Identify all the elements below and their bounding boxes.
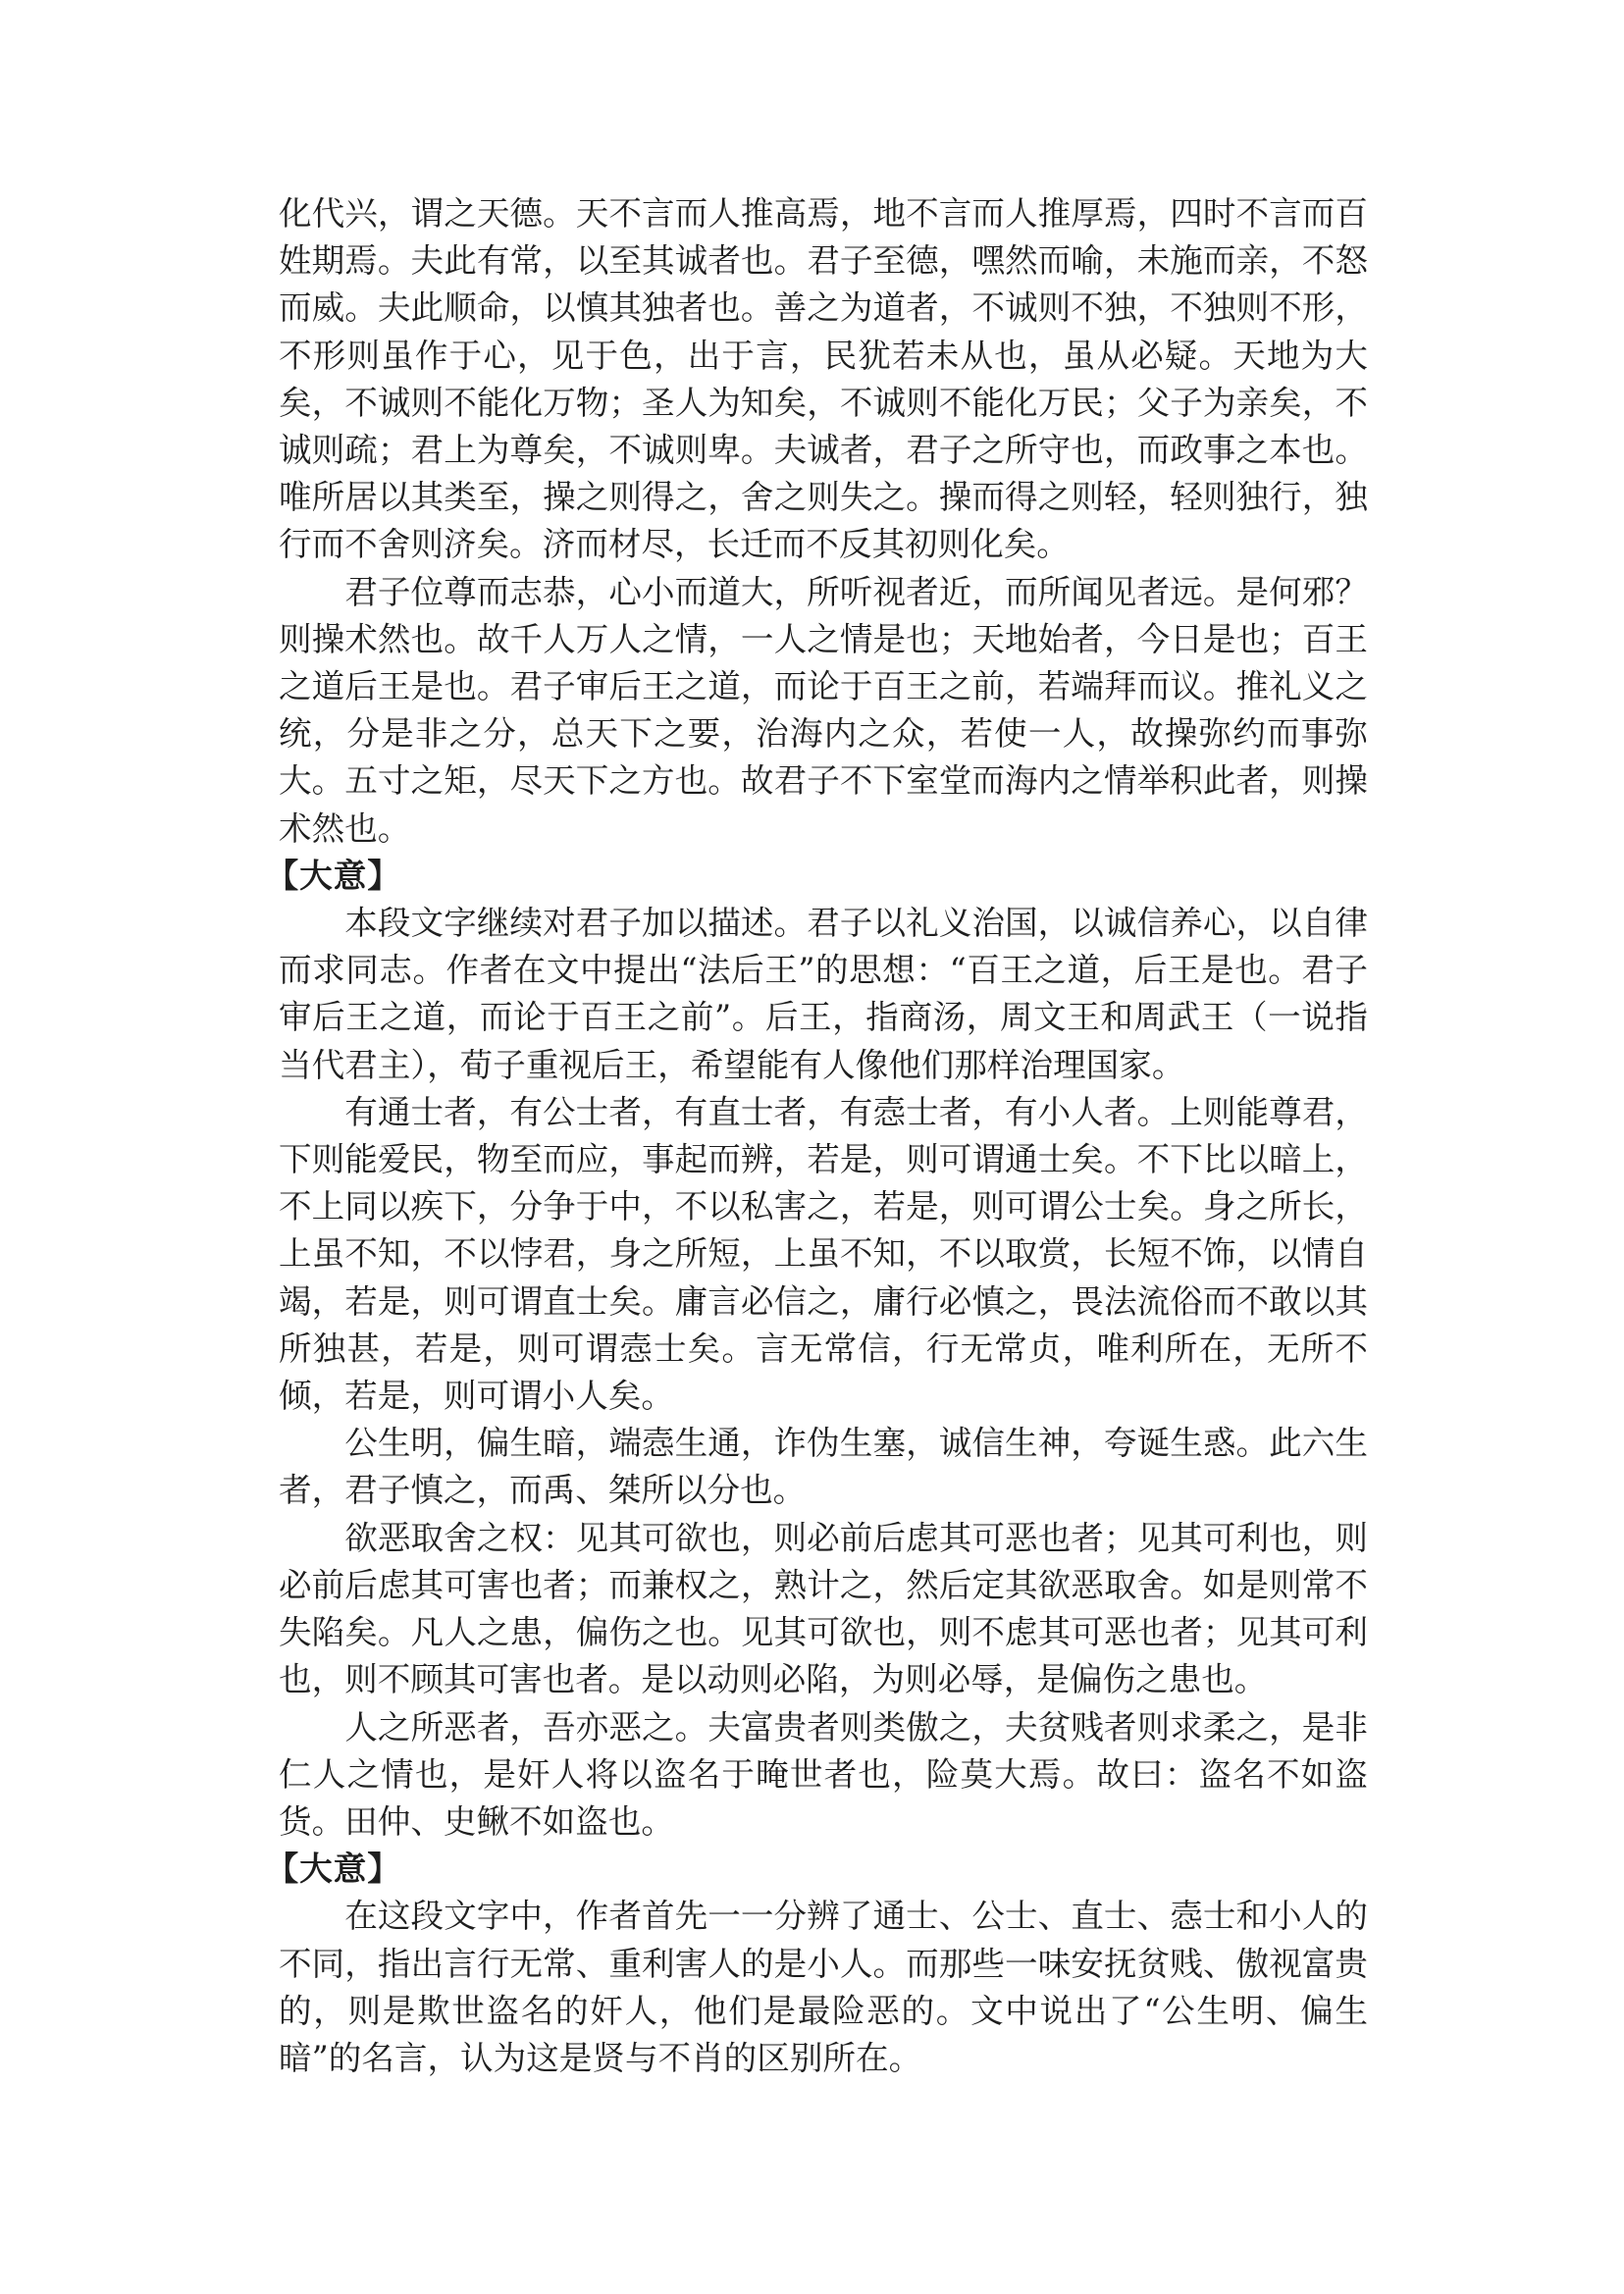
paragraph-gongshengming: 公生明，偏生暗，端悫生通，诈伪生塞，诚信生神，夸诞生惑。此六生者，君子慎之，而禹、桀所以分也。: [279, 1424, 1368, 1510]
section-heading-dayi: 【大意】: [265, 856, 401, 895]
document-body: [265, 190, 1368, 2082]
paragraph-summary-2: 在这段文字中，作者首先一一分辨了通士、公士、直士、悫士和小人的不同，指出言行无常、重利害人的是小人。而那些一味安抚贫贱、傲视富贵的，则是欺世盗名的奸人，他们是最险恶的。文中说出了“公生明、偏生暗”的名言，认为这是贤与不肖的区别所在。: [279, 1897, 1368, 2077]
paragraph-yuwu-qushe: 欲恶取舍之权：见其可欲也，则必前后虑其可恶也者；见其可利也，则必前后虑其可害也者；而兼权之，熟计之，然后定其欲恶取舍。如是则常不失陷矣。凡人之患，偏伤之也。见其可欲也，则不虑其可恶也者；见其可利也，则不顾其可害也者。是以动则必陷，为则必辱，是偏伤之患也。: [279, 1518, 1368, 1699]
paragraph-junzi-weizun: 君子位尊而志恭，心小而道大，所听视者近，而所闻见者远。是何邪？则操术然也。故千人万人之情，一人之情是也；天地始者，今日是也；百王之道后王是也。君子审后王之道，而论于百王之前，若端拜而议。推礼义之统，分是非之分，总天下之要，治海内之众，若使一人，故操弥约而事弥大。五寸之矩，尽天下之方也。故君子不下室堂而海内之情举积此者，则操术然也。: [279, 572, 1368, 848]
section-heading-dayi: 【大意】: [265, 1850, 401, 1889]
paragraph-continuation: 化代兴，谓之天德。天不言而人推高焉，地不言而人推厚焉，四时不言而百姓期焉。夫此有常，以至其诚者也。君子至德，嘿然而喻，未施而亲，不怒而威。夫此顺命，以慎其独者也。善之为道者，不诚则不独，不独则不形，不形则虽作于心，见于色，出于言，民犹若未从也，虽从必疑。天地为大矣，不诚则不能化万物；圣人为知矣，不诚则不能化万民；父子为亲矣，不诚则疏；君上为尊矣，不诚则卑。夫诚者，君子之所守也，而政事之本也。唯所居以其类至，操之则得之，舍之则失之。操而得之则轻，轻则独行，独行而不舍则济矣。济而材尽，长迁而不反其初则化矣。: [279, 194, 1368, 564]
paragraph-summary-1: 本段文字继续对君子加以描述。君子以礼义治国，以诚信养心，以自律而求同志。作者在文中提出“法后王”的思想：“百王之道，后王是也。君子审后王之道，而论于百王之前”。后王，指商汤，周文王和周武王（一说指当代君主），荀子重视后王，希望能有人像他们那样治理国家。: [279, 904, 1368, 1084]
paragraph-renzhi-suowu: 人之所恶者，吾亦恶之。夫富贵者则类傲之，夫贫贱者则求柔之，是非仁人之情也，是奸人将以盗名于晻世者也，险莫大焉。故曰：盗名不如盗货。田仲、史鳅不如盗也。: [279, 1707, 1368, 1841]
paragraph-tongshi: 有通士者，有公士者，有直士者，有悫士者，有小人者。上则能尊君，下则能爱民，物至而应，事起而辨，若是，则可谓通士矣。不下比以暗上，不上同以疾下，分争于中，不以私害之，若是，则可谓公士矣。身之所长，上虽不知，不以悖君，身之所短，上虽不知，不以取赏，长短不饰，以情自竭，若是，则可谓直士矣。庸言必信之，庸行必慎之，畏法流俗而不敢以其所独甚，若是，则可谓悫士矣。言无常信，行无常贞，唯利所在，无所不倾，若是，则可谓小人矣。: [279, 1092, 1368, 1416]
